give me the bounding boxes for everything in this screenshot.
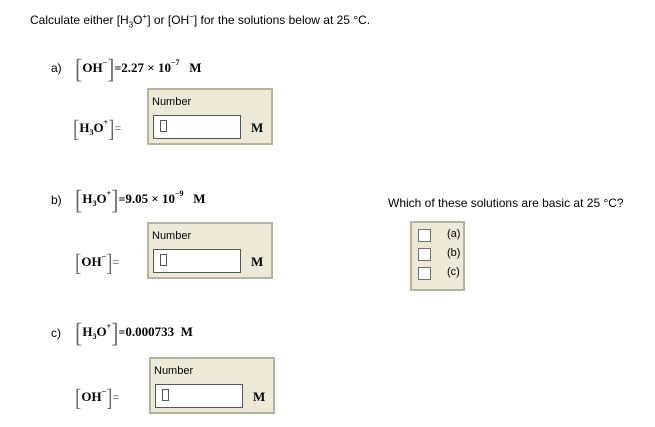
- text-caret: [160, 120, 167, 132]
- text-caret: [162, 389, 169, 401]
- part-c-given: $[H_3O^+]=0.000733$ M: [75, 316, 193, 348]
- instructions: Calculate either $[H_3O^+]$ or [OH−] for the solutions below at 25 °C.: [30, 12, 371, 30]
- part-c-answer-panel: [149, 357, 275, 414]
- part-a-unit: M: [251, 120, 264, 135]
- panel-title: Number: [152, 96, 192, 108]
- basic-question-text: Which of these solutions are basic at 25 °C?: [388, 196, 624, 210]
- checkbox-a[interactable]: [418, 229, 431, 242]
- panel-title: Number: [154, 365, 194, 377]
- part-a-label: a): [51, 61, 62, 75]
- part-c-answer-label: [OH−]=: [75, 385, 120, 412]
- text-caret: [160, 254, 167, 266]
- part-b-answer-label: [OH−]=: [75, 250, 120, 277]
- option-a-label: (a): [447, 228, 461, 240]
- part-c-number-input[interactable]: [155, 384, 243, 408]
- option-c-label: (c): [447, 266, 460, 278]
- part-b-label: b): [51, 193, 62, 207]
- basic-options-panel: [410, 221, 465, 291]
- checkbox-c[interactable]: [418, 267, 431, 280]
- panel-title: Number: [152, 230, 192, 242]
- part-b-number-input[interactable]: [153, 249, 241, 273]
- part-a-given: $[OH^-]=2.27 \times 10^{-7}$ M: [75, 52, 202, 84]
- part-b-unit: M: [251, 254, 264, 269]
- part-a-number-input[interactable]: [153, 115, 241, 139]
- part-a-answer-panel: [147, 88, 273, 145]
- checkbox-b[interactable]: [418, 248, 431, 261]
- part-c-unit: M: [253, 389, 266, 404]
- part-a-answer-label: $[H_3O^+]=$: [73, 116, 122, 143]
- option-b-label: (b): [447, 247, 461, 259]
- part-b-answer-panel: [147, 222, 273, 279]
- part-b-given: $[H_3O^+]=9.05 \times 10^{-9}$ M: [75, 183, 206, 215]
- part-c-label: c): [51, 326, 61, 340]
